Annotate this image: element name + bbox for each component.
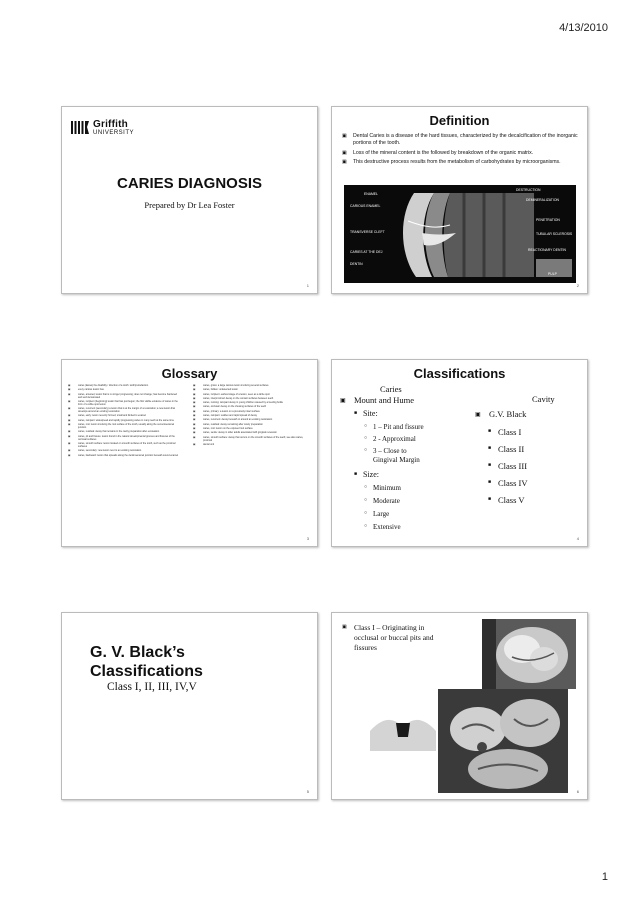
- list-item: ▣ caries, senile: decay in older adults associated with gingival recession: [193, 431, 277, 435]
- circle-bullet-icon: ○: [364, 524, 368, 529]
- list-item: ▣ caries (karies) the disability / infection of a tooth: tooth/putrefaction: [68, 384, 149, 387]
- restoration-diagram: [368, 701, 438, 751]
- box-bullet-icon: ▣: [340, 398, 346, 404]
- slide-number: 2: [576, 283, 579, 288]
- list-item: ▣ caries, early: lesion recently formed; small and limited to enamel: [68, 414, 146, 418]
- label-carious-enamel: CARIOUS ENAMEL: [350, 204, 381, 208]
- list-item: ▣ caries, residual: decay remaining after cavity preparation: [193, 422, 263, 426]
- list-item: ▣ caries, smooth surface: lesion located on smooth surfaces of the tooth, such as the proximal surfaces: [68, 441, 176, 448]
- label-transverse-cleft: TRANSVERSE CLEFT: [350, 230, 385, 234]
- site-label: ■ Site:: [354, 409, 378, 418]
- list-item: ▣ caries, residual: decay that remains in the cavity preparation after excavation: [68, 430, 160, 434]
- list-item: ○ Large: [364, 510, 390, 518]
- list-item: ○ 3 – Close to: [364, 447, 407, 455]
- list-item: ■ Class I: [488, 427, 522, 437]
- list-item: ○ Extensive: [364, 523, 401, 531]
- molar-photo: [482, 619, 576, 689]
- list-item: ○ Moderate: [364, 497, 400, 505]
- list-item: Gingival Margin: [373, 456, 420, 464]
- list-item: ■ Class IV: [488, 478, 528, 488]
- slide-classifications: [331, 359, 588, 547]
- list-item: ■ Class III: [488, 461, 528, 471]
- list-item: ▣ caries, rampant: widespread and rapidly progressing caries in many teeth at the same time: [68, 418, 174, 422]
- caries-heading: Caries: [380, 384, 402, 394]
- label-pulp: PULP: [548, 272, 557, 276]
- slide-glossary: [61, 359, 318, 547]
- circle-bullet-icon: ○: [364, 448, 368, 453]
- box-bullet-icon: ▣: [342, 625, 347, 630]
- glossary-left-column: [68, 384, 180, 458]
- list-item: ▣ caries, nursing: rampant decay in young children caused by a feeding bottle: [193, 401, 284, 405]
- slide-heading: Glossary: [161, 366, 218, 381]
- square-bullet-icon: ■: [488, 480, 492, 485]
- slide-class-one: [331, 612, 588, 800]
- list-item: ▣ caries, primary: a lesion on a previously intact surface: [193, 409, 260, 413]
- slide-title-text: CARIES DIAGNOSIS: [116, 175, 263, 192]
- slide-number: 5: [306, 789, 309, 794]
- list-item: ■ Class V: [488, 495, 525, 505]
- list-item: ▣ dental unit: [193, 442, 215, 446]
- list-item: ▣ caries, recurrent: decay beneath or around an existing restoration: [193, 418, 273, 422]
- definition-list: [342, 133, 582, 169]
- list-item: ▣ caries, root: lesion involving the root surface of the tooth, usually along the cementoenamel junction: [68, 423, 175, 430]
- square-bullet-icon: ■: [488, 497, 492, 502]
- slide-heading: Classifications: [413, 366, 506, 381]
- slide-number: 1: [306, 283, 309, 288]
- list-item: ▣ caries, occlusal: decay on the chewing surfaces of the teeth: [193, 405, 267, 409]
- slide-subtitle: Class I, II, III, IV,V: [107, 681, 197, 693]
- glossary-right-column: [193, 384, 307, 447]
- logo-subtitle: UNIVERSITY: [93, 129, 135, 136]
- list-item: ▣ caries, secondary: new lesion next to an existing restoration: [68, 449, 142, 453]
- class-one-bullet: ▣ Class I – Originating in occlusal or buccal pits and fissures: [342, 623, 434, 652]
- box-bullet-icon: ▣: [342, 133, 347, 139]
- square-bullet-icon: ■: [354, 472, 358, 477]
- list-item: ▣ caries, root: lesion on the exposed root surface: [193, 426, 253, 430]
- list-item: ▣ caries, incipient: earliest stage of a lesion, seen as a white spot: [193, 392, 270, 396]
- circle-bullet-icon: ○: [364, 436, 368, 441]
- list-item: ○ 1 – Pit and fissure: [364, 423, 424, 431]
- slide-number: 4: [576, 536, 579, 541]
- cavity-heading: Cavity: [532, 394, 555, 404]
- label-demineralization: DEMINERALIZATION: [526, 198, 559, 202]
- slide-heading: Definition: [429, 113, 490, 128]
- circle-bullet-icon: ○: [364, 485, 368, 490]
- circle-bullet-icon: ○: [364, 498, 368, 503]
- box-bullet-icon: ▣: [342, 159, 347, 166]
- slide-heading: G. V. Black’s Classifications: [90, 644, 203, 681]
- slide-number: 6: [576, 789, 579, 794]
- slide-number: 3: [306, 536, 309, 541]
- list-item: ▣ Loss of the mineral content is the followed by breakdown of the organic matrix.: [342, 149, 534, 156]
- circle-bullet-icon: ○: [364, 511, 368, 516]
- list-item: ○ 2 - Approximal: [364, 435, 416, 443]
- label-tubular-sclerosis: TUBULAR SCLEROSIS: [536, 232, 573, 236]
- slide-definition: [331, 106, 588, 294]
- list-item: ▣ caries, arrested, lesion that is no longer progressing; does not change; has become hardened and well demarcated: [68, 392, 178, 399]
- list-item: ▣ caries, rampant: sudden and rapid spread of decay: [193, 414, 257, 418]
- list-item: ▣ every carious lesion has.: [68, 388, 105, 392]
- list-item: ▣ caries, pit and fissure: lesion found in the natural developmental grooves and fissures of the occlusal surfaces: [68, 434, 175, 441]
- list-item: ▣ caries, recurrent (secondary) a lesion that is at the margin of a restoration; a new lesion that develops around an existing restoration: [68, 407, 176, 414]
- size-label: ■ Size:: [354, 470, 379, 479]
- box-bullet-icon: ▣: [475, 412, 481, 418]
- slide-title: [61, 106, 318, 294]
- list-item: ▣ caries, incipient (beginning) lesion that has just begun; the first visible evidence of caries in the form of a white spot lesion: [68, 399, 178, 406]
- label-dentin: DENTIN: [350, 262, 363, 266]
- list-item: ▣ caries, smooth surface: decay that occurs on the smooth surfaces of the teeth; see also caries, proximal: [193, 435, 304, 442]
- print-date: 4/13/2010: [559, 22, 608, 34]
- label-enamel: ENAMEL: [364, 192, 378, 196]
- caries-progression-diagram: [344, 185, 576, 283]
- page-number: 1: [601, 871, 608, 883]
- label-destruction: DESTRUCTION: [516, 188, 541, 192]
- square-bullet-icon: ■: [488, 429, 492, 434]
- circle-bullet-icon: ○: [364, 424, 368, 429]
- square-bullet-icon: ■: [488, 463, 492, 468]
- list-item: ■ Class II: [488, 444, 525, 454]
- list-item: ○ Minimum: [364, 484, 402, 492]
- list-item: ▣ This destructive process results from the metabolism of carbohydrates by microorganisms.: [342, 159, 561, 166]
- label-caries-at-dej: CARIES AT THE DEJ: [350, 250, 383, 254]
- mount-hume-item: ▣ Mount and Hume: [340, 395, 414, 405]
- square-bullet-icon: ■: [488, 446, 492, 451]
- list-item: ▣ Dental Caries is a disease of the hard tissues, characterized by the decalcification of the inorganic portions of the tooth.: [342, 133, 578, 146]
- tooth-section-image: [344, 185, 576, 283]
- slide-subtitle: Prepared by Dr Lea Foster: [144, 200, 235, 210]
- list-item: ▣ caries, interproximal: decay on the contact surfaces between teeth: [193, 396, 274, 400]
- square-bullet-icon: ■: [354, 411, 358, 416]
- list-item: ▣ caries, hidden: undetected lesion: [193, 388, 238, 392]
- griffith-crest-icon: [70, 119, 90, 136]
- box-bullet-icon: ▣: [342, 149, 347, 156]
- slide-gv-black: [61, 612, 318, 800]
- list-item: ▣ caries, gross: a large carious lesion involving several surfaces: [193, 384, 269, 387]
- list-item: ▣ caries, backward: lesion that spreads along the dentinoenamel junction beneath sound enamel: [68, 453, 179, 457]
- logo-name: Griffith: [93, 118, 128, 130]
- university-logo: [70, 119, 134, 136]
- label-penetration: PENETRATION: [536, 218, 560, 222]
- gv-black-item: ▣ G.V. Black: [475, 409, 527, 419]
- label-reactionary-dentin: REACTIONARY DENTIN: [528, 248, 566, 252]
- occlusal-view-photo: [438, 689, 568, 793]
